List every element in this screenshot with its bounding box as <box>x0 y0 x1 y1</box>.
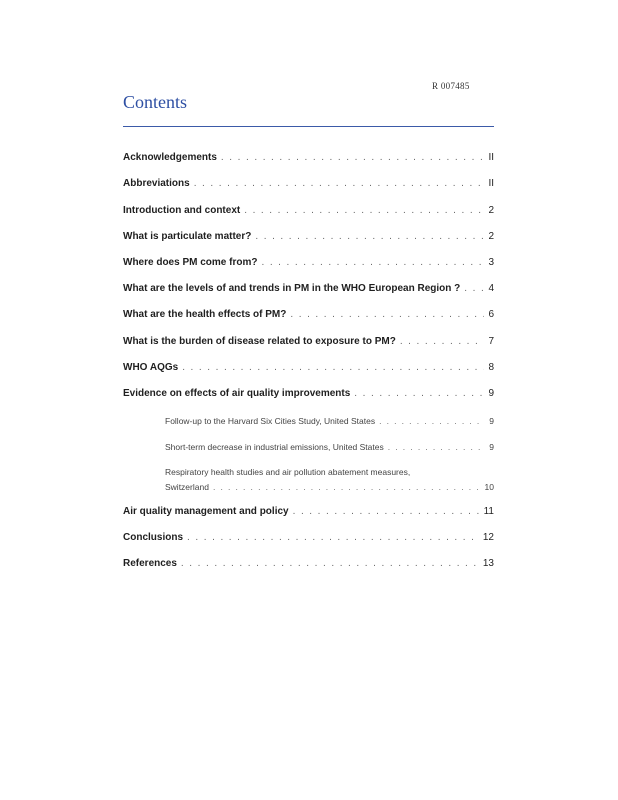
page-title: Contents <box>123 92 188 112</box>
toc-entry-burden-of-disease[interactable] <box>123 336 494 348</box>
toc-entry-page: 11 <box>483 506 494 517</box>
toc-entry-page: 10 <box>484 482 494 492</box>
toc-subentry-respiratory-line1[interactable]: Respiratory health studies and air pollution abatement measures, <box>165 467 411 477</box>
toc-entry-title: Evidence on effects of air quality improvements <box>123 388 351 399</box>
toc-entry-page: 9 <box>489 442 494 452</box>
toc-entry-title: Switzerland <box>165 482 209 492</box>
toc-leader-dots <box>187 532 479 544</box>
toc-leader-dots <box>255 231 484 243</box>
toc-entry-title: Follow-up to the Harvard Six Cities Study, United States <box>165 416 376 426</box>
toc-leader-dots <box>213 481 481 493</box>
toc-leader-dots <box>290 309 484 321</box>
toc-leader-dots <box>354 388 484 400</box>
toc-entry-aq-management[interactable] <box>123 506 494 518</box>
toc-leader-dots <box>182 362 484 374</box>
toc-entry-page: 8 <box>488 362 494 373</box>
toc-entry-page: 12 <box>482 532 494 543</box>
toc-entry-title: Where does PM come from? <box>123 257 258 268</box>
toc-subentry-respiratory-switzerland[interactable] <box>165 481 494 493</box>
toc-leader-dots <box>244 205 484 217</box>
toc-entry-introduction[interactable] <box>123 205 494 217</box>
toc-entry-page: II <box>488 152 494 163</box>
toc-entry-what-is-pm[interactable] <box>123 231 494 243</box>
toc-leader-dots <box>181 558 479 570</box>
toc-entry-levels-trends[interactable] <box>123 283 494 295</box>
toc-leader-dots <box>388 441 486 453</box>
toc-entry-page: 13 <box>482 558 494 569</box>
toc-entry-page: 9 <box>488 388 494 399</box>
toc-entry-abbreviations[interactable] <box>123 178 494 190</box>
toc-leader-dots <box>194 178 485 190</box>
toc-entry-title: Acknowledgements <box>123 152 217 163</box>
toc-leader-dots <box>400 336 485 348</box>
toc-leader-dots <box>221 152 485 164</box>
toc-subentry-harvard-six-cities[interactable] <box>165 415 494 427</box>
toc-entry-who-aqgs[interactable] <box>123 362 494 374</box>
toc-leader-dots <box>261 257 484 269</box>
toc-entry-references[interactable] <box>123 558 494 570</box>
toc-entry-health-effects[interactable] <box>123 309 494 321</box>
toc-entry-page: 7 <box>488 336 494 347</box>
toc-entry-page: 6 <box>488 309 494 320</box>
document-id: R 007485 <box>432 81 470 91</box>
toc-leader-dots <box>379 415 485 427</box>
toc-entry-page: 2 <box>488 205 494 216</box>
toc-entry-page: 2 <box>488 231 494 242</box>
toc-entry-title: Conclusions <box>123 532 184 543</box>
toc-entry-page: II <box>488 178 494 189</box>
toc-entry-evidence-improvements[interactable] <box>123 388 494 400</box>
toc-entry-title: Abbreviations <box>123 178 190 189</box>
toc-entry-title: Air quality management and policy <box>123 506 289 517</box>
toc-entry-title: What are the health effects of PM? <box>123 309 287 320</box>
toc-entry-title: What are the levels of and trends in PM in the WHO European Region ? <box>123 283 461 294</box>
toc-entry-title: References <box>123 558 177 569</box>
toc-entry-title: Short-term decrease in industrial emissions, United States <box>165 442 384 452</box>
toc-leader-dots <box>293 506 480 518</box>
toc-entry-page: 3 <box>488 257 494 268</box>
toc-entry-title: What is the burden of disease related to exposure to PM? <box>123 336 396 347</box>
toc-entry-acknowledgements[interactable] <box>123 152 494 164</box>
toc-leader-dots <box>464 283 484 295</box>
toc-entry-page: 9 <box>489 416 494 426</box>
toc-entry-page: 4 <box>488 283 494 294</box>
toc-entry-where-pm-from[interactable] <box>123 257 494 269</box>
toc-entry-title: WHO AQGs <box>123 362 179 373</box>
toc-subentry-industrial-emissions[interactable] <box>165 441 494 453</box>
toc-entry-conclusions[interactable] <box>123 532 494 544</box>
toc-entry-title: Introduction and context <box>123 205 241 216</box>
toc-entry-title: What is particulate matter? <box>123 231 252 242</box>
